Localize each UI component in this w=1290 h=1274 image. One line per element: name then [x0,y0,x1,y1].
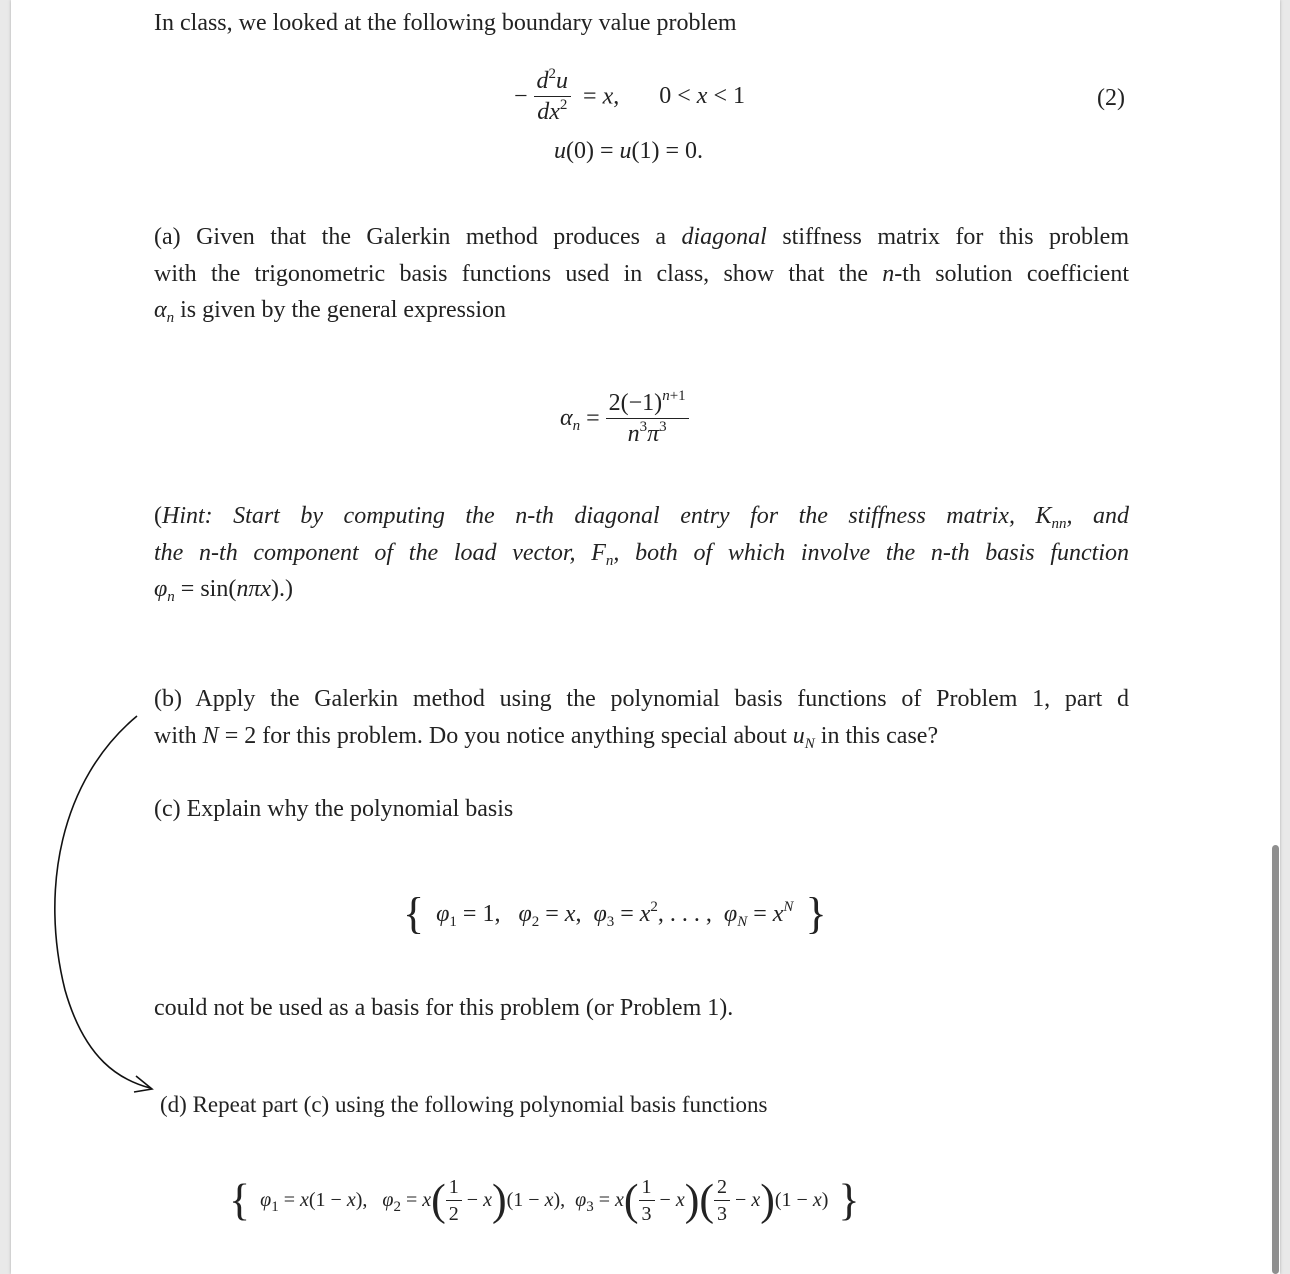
part-c-intro: (c) Explain why the polynomial basis [154,796,514,822]
bubble-basis-set: { $\varphi_1 = x(1 - x)$, $\varphi_2 = x$( $\frac{1}{2}$ − x)(1 − x), $\varphi_3 = x$( $\frac{1}{3}$ − x)( $\frac{2}{3}$ − x)(1 − x) } [229,1175,860,1225]
part-a-text: (a) Given that the Galerkin method produces a diagonal stiffness matrix for this problem with the trigonometric basis functions used in class, show that the n-th solution coefficient $\alpha_n$ is given by the general expression [154,224,1130,326]
hint-text: (Hint: Start by computing the n-th diagonal entry for the stiffness matrix, $K_{nn}$, and the n-th component of the load vector, $F_n$, both of which involve the n-th basis function $\varphi_n = \sin(n\pi x)$.) [154,503,1130,605]
boundary-conditions: u(0) = u(1) = 0. [554,138,704,164]
part-b-text: (b) Apply the Galerkin method using the polynomial basis functions of Problem 1, part d with N = 2 for this problem. Do you notice anything special about $u_N$ in this case? [154,686,1129,752]
document-page [11,0,1280,1274]
alpha-n-equation: $\alpha_n$ = $\frac{2(-1)^{n+1}}{n^3\pi^3}$ [560,390,689,448]
equation-2-label: (2) [1097,85,1125,111]
d2u-dx2-fraction: $\frac{d^2u}{dx^2}$ [534,68,572,126]
part-c-outro: could not be used as a basis for this problem (or Problem 1). [154,995,734,1021]
intro-text: In class, we looked at the following boundary value problem [154,10,737,36]
vertical-scrollbar[interactable] [1272,845,1279,1274]
monomial-basis-set: { $\varphi_1 = 1$, $\varphi_2 = x$, $\varphi_3 = x^2$, . . . , $\varphi_N = x^N$ } [403,889,827,938]
part-d-intro: (d) Repeat part (c) using the following polynomial basis functions [160,1092,768,1117]
equation-2-ode: − $\frac{d^2u}{dx^2}$ = x, 0 < x < 1 [514,66,745,126]
